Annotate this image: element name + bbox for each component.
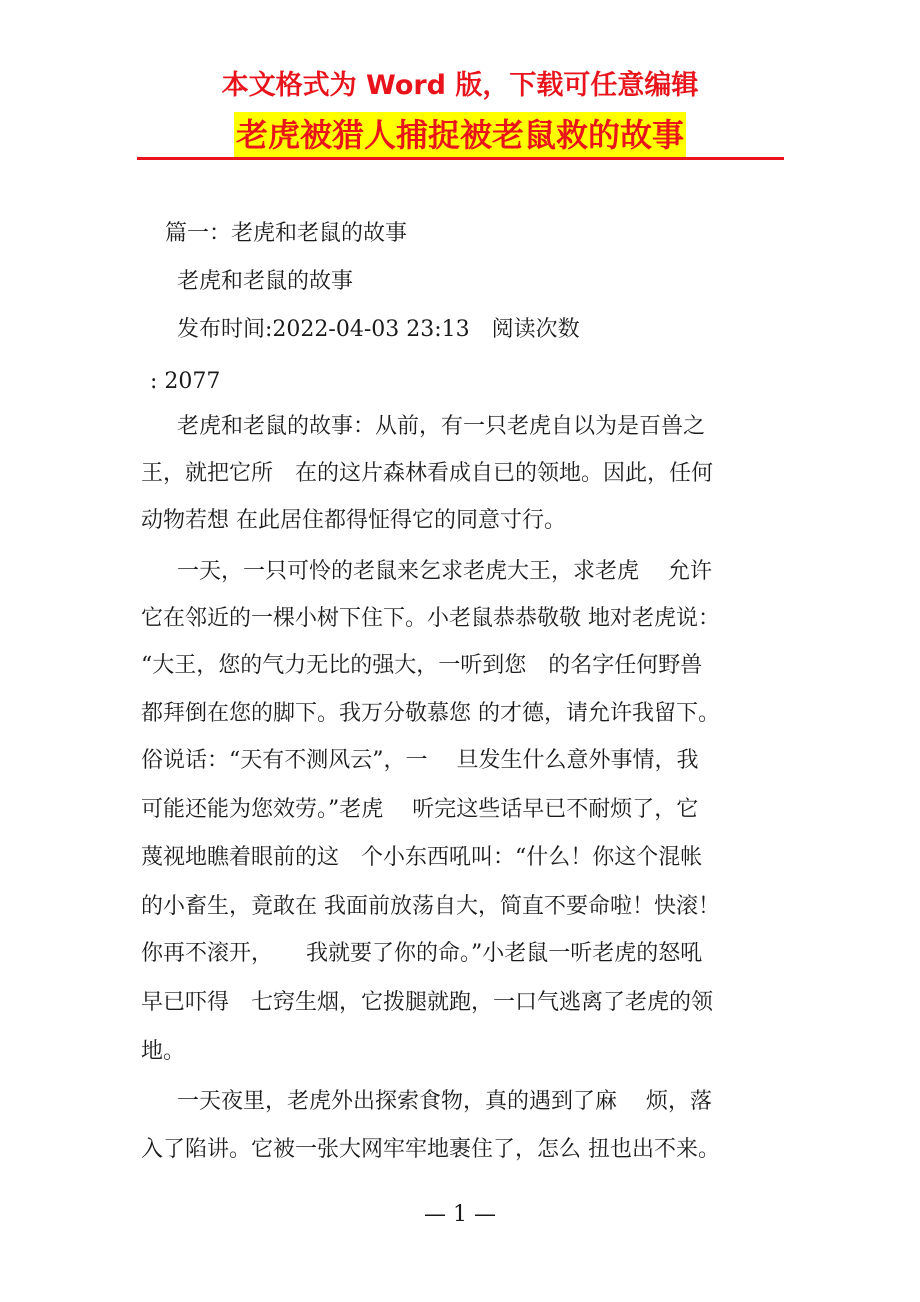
read-count: : 2077 <box>150 369 221 394</box>
body-line: 一天，一只可怜的老鼠来乞求老虎大王，求老虎 允许 <box>177 559 712 584</box>
body-line: 地。 <box>141 1039 186 1064</box>
document-title: 老虎被猎人捕捉被老鼠救的故事 <box>234 112 686 158</box>
body-line: 早已吓得 七窍生烟，它拨腿就跑，一口气逃离了老虎的领 <box>141 990 714 1015</box>
body-line: 蔑视地瞧着眼前的这 个小东西吼叫：“什么！你这个混帐 <box>141 845 703 870</box>
body-line: 你再不滚开， 我就要了你的命。”小老鼠一听老虎的怒吼 <box>141 941 703 966</box>
body-line: 动物若想 在此居住都得怔得它的同意寸行。 <box>141 508 566 533</box>
body-line: 入了陷讲。它被一张大网牢牢地裹住了，怎么 扭也出不来。 <box>141 1137 720 1162</box>
article-subtitle: 老虎和老鼠的故事 <box>177 269 354 294</box>
body-line: 俗说话：“天有不测风云”，一 旦发生什么意外事情，我 <box>141 748 699 773</box>
body-line: 王，就把它所 在的这片森林看成自已的领地。因此，任何 <box>141 461 714 486</box>
body-line: 一天夜里，老虎外出探索食物，真的遇到了麻 烦，落 <box>177 1089 712 1114</box>
title-divider <box>137 157 784 160</box>
document-title-block <box>0 112 920 158</box>
section-heading: 篇一：老虎和老鼠的故事 <box>165 221 408 246</box>
page-number: — 1 — <box>424 1202 496 1227</box>
body-line: 老虎和老鼠的故事：从前，有一只老虎自以为是百兽之 <box>177 414 706 439</box>
format-notice: 本文格式为 Word 版，下载可任意编辑 <box>221 70 699 101</box>
body-line: 都拜倒在您的脚下。我万分敬慕您 的才德，请允许我留下。 <box>141 701 720 726</box>
body-line: 它在邻近的一棵小树下住下。小老鼠恭恭敬敬 地对老虎说： <box>141 606 720 631</box>
publish-info: 发布时间:2022-04-03 23:13 阅读次数 <box>177 317 580 342</box>
body-line: 可能还能为您效劳。”老虎 听完这些话早已不耐烦了，它 <box>141 797 699 822</box>
body-line: 的小畜生，竟敢在 我面前放荡自大，简直不要命啦！快滚！ <box>141 894 720 919</box>
body-line: “大王，您的气力无比的强大，一听到您 的名字任何野兽 <box>141 653 703 678</box>
